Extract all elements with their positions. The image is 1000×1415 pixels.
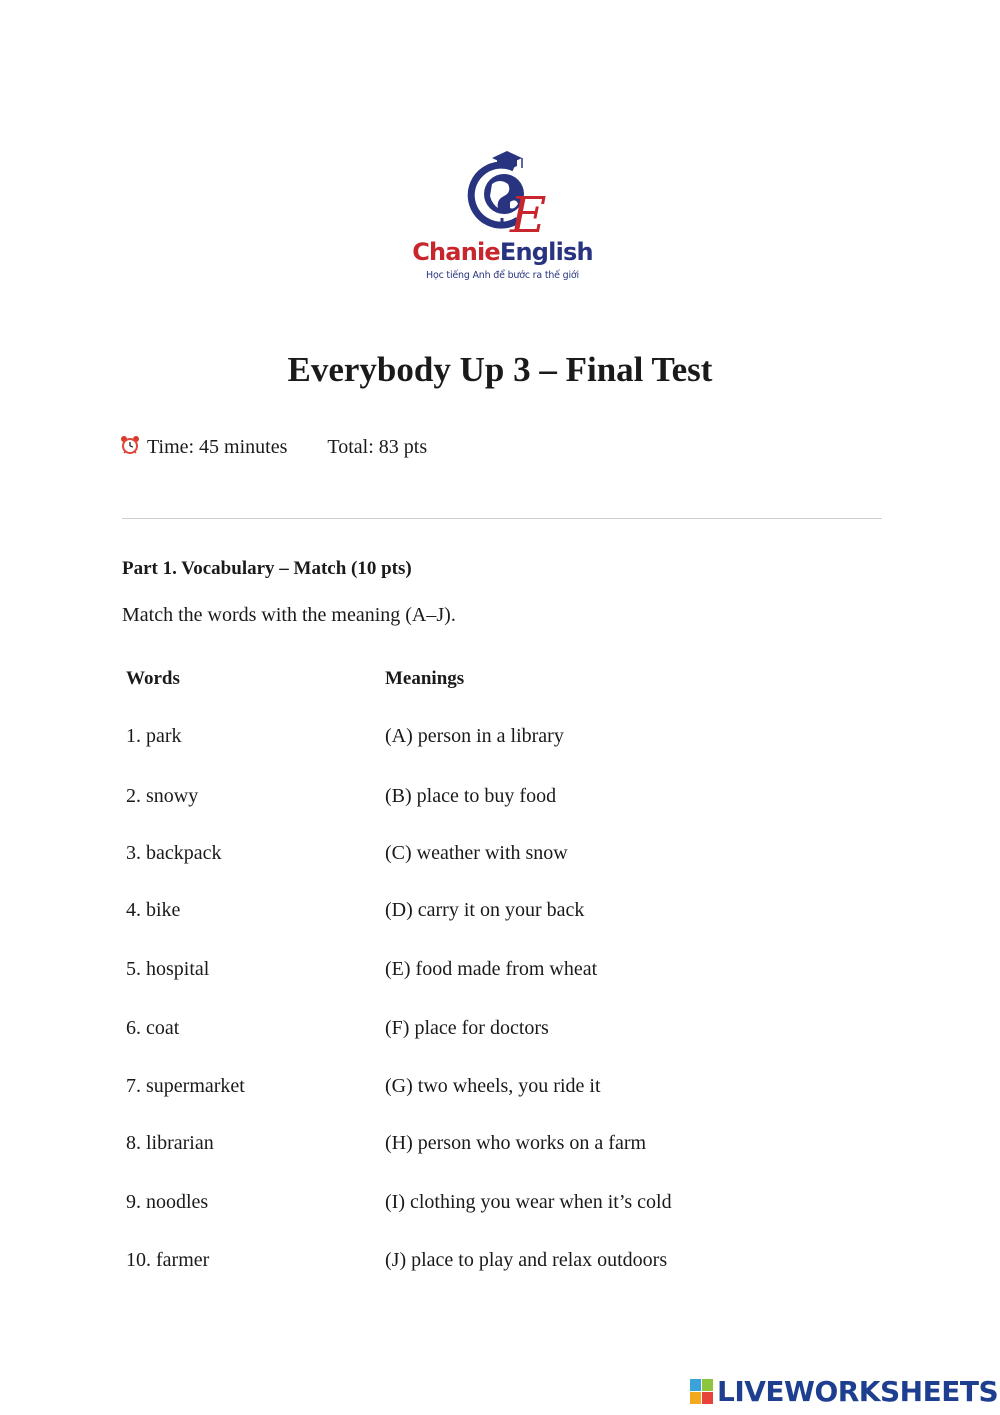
logo-mark-letters: E [510,186,547,236]
test-meta [120,436,427,459]
logo-brand-part1: Chanie [412,238,500,266]
meaning-cell: (I) clothing you wear when it’s cold [385,1191,672,1213]
word-cell: 7. supermarket [126,1075,245,1097]
meaning-cell: (C) weather with snow [385,842,568,864]
meaning-cell: (G) two wheels, you ride it [385,1075,601,1097]
word-cell: 1. park [126,725,182,747]
logo-tagline: Học tiếng Anh để bước ra thế giới [426,270,579,281]
logo-brand-part2: English [499,238,593,266]
meaning-cell: (D) carry it on your back [385,899,585,921]
liveworksheets-logo-icon [690,1379,714,1405]
meaning-cell: (A) person in a library [385,725,564,747]
word-cell: 9. noodles [126,1191,209,1213]
meaning-cell: (J) place to play and relax outdoors [385,1249,668,1271]
total-points: Total: 83 pts [327,436,428,458]
page-title: Everybody Up 3 – Final Test [287,350,713,389]
part1-heading: Part 1. Vocabulary – Match (10 pts) [122,558,412,579]
liveworksheets-wordmark: LIVEWORKSHEETS [717,1375,999,1408]
word-cell: 2. snowy [126,785,199,807]
chanie-english-logo [400,148,605,288]
word-cell: 6. coat [126,1017,180,1039]
word-cell: 4. bike [126,899,181,921]
word-cell: 8. librarian [126,1132,214,1154]
globe-graduation-cap-icon [452,148,552,236]
section-divider [122,518,882,519]
meaning-cell: (B) place to buy food [385,785,557,807]
meaning-cell: (H) person who works on a farm [385,1132,647,1154]
word-cell: 10. farmer [126,1249,210,1271]
word-cell: 3. backpack [126,842,222,864]
meanings-column-header: Meanings [385,668,465,689]
words-column-header: Words [126,668,180,689]
time-limit: Time: 45 minutes [147,436,288,458]
meaning-cell: (F) place for doctors [385,1017,549,1039]
logo-brand-name [400,238,605,266]
liveworksheets-brand[interactable] [690,1375,998,1408]
word-cell: 5. hospital [126,958,210,980]
alarm-clock-icon [120,435,140,455]
meaning-cell: (E) food made from wheat [385,958,598,980]
part1-instructions: Match the words with the meaning (A–J). [122,604,456,626]
